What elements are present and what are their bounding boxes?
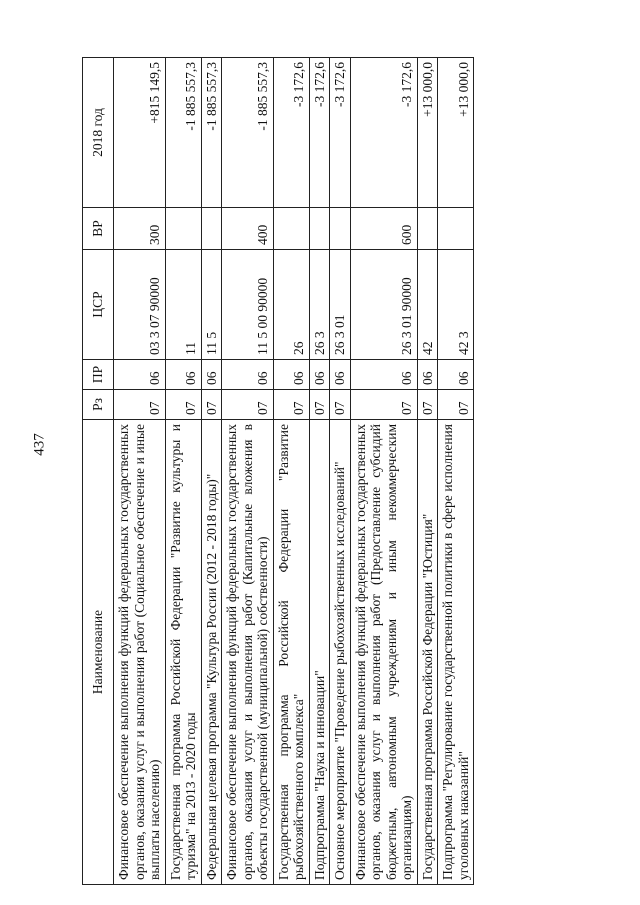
cell-value: -3 172,6 bbox=[309, 58, 330, 208]
cell-name: Федеральная целевая программа "Культура России (2012 - 2018 годы)" bbox=[201, 420, 222, 885]
cell-csr: 03 3 07 90000 bbox=[114, 250, 166, 360]
cell-value: +13 000,0 bbox=[417, 58, 438, 208]
cell-pr: 06 bbox=[201, 360, 222, 390]
cell-pr: 06 bbox=[330, 360, 351, 390]
table-row bbox=[417, 58, 438, 885]
cell-name: Государственная программа Российской Федерации "Развитие культуры и туризма" на 2013 - 2020 годы bbox=[165, 420, 201, 885]
cell-name: Финансовое обеспечение выполнения функций федеральных государственных органов, оказания услуг и выполнения работ (Социальное обеспечение и иные выплаты населению) bbox=[114, 420, 166, 885]
page-number: 437 bbox=[31, 433, 48, 456]
cell-name: Подпрограмма "Наука и инновации" bbox=[309, 420, 330, 885]
cell-value: -1 885 557,3 bbox=[222, 58, 274, 208]
cell-vr bbox=[438, 208, 474, 250]
cell-vr: 400 bbox=[222, 208, 274, 250]
cell-vr bbox=[330, 208, 351, 250]
cell-rz: 07 bbox=[309, 390, 330, 420]
cell-vr bbox=[201, 208, 222, 250]
cell-csr: 26 3 bbox=[309, 250, 330, 360]
header-csr: ЦСР bbox=[83, 250, 114, 360]
cell-rz: 07 bbox=[417, 390, 438, 420]
cell-vr bbox=[165, 208, 201, 250]
cell-value: -1 885 557,3 bbox=[165, 58, 201, 208]
header-year: 2018 год bbox=[83, 58, 114, 208]
budget-table bbox=[82, 57, 474, 885]
cell-value: -3 172,6 bbox=[330, 58, 351, 208]
cell-pr: 06 bbox=[309, 360, 330, 390]
cell-rz: 07 bbox=[114, 390, 166, 420]
cell-csr: 42 3 bbox=[438, 250, 474, 360]
budget-table-sheet bbox=[82, 58, 595, 885]
cell-value: -3 172,6 bbox=[350, 58, 417, 208]
cell-name: Государственная программа Российской Федерации "Развитие рыбохозяйственного комплекса" bbox=[273, 420, 309, 885]
cell-name: Государственная программа Российской Федерации "Юстиция" bbox=[417, 420, 438, 885]
cell-pr: 06 bbox=[417, 360, 438, 390]
cell-pr: 06 bbox=[350, 360, 417, 390]
cell-rz: 07 bbox=[273, 390, 309, 420]
cell-rz: 07 bbox=[350, 390, 417, 420]
cell-vr: 600 bbox=[350, 208, 417, 250]
cell-name: Финансовое обеспечение выполнения функций федеральных государственных органов, оказания услуг и выполнения работ (Предоставление субсидий бюджетным, автономным учреждениям и иным некоммерческим организациям) bbox=[350, 420, 417, 885]
cell-vr: 300 bbox=[114, 208, 166, 250]
cell-value: +13 000,0 bbox=[438, 58, 474, 208]
cell-csr: 11 5 bbox=[201, 250, 222, 360]
table-header-row bbox=[83, 58, 114, 885]
rotated-table-container bbox=[82, 58, 595, 885]
cell-csr: 42 bbox=[417, 250, 438, 360]
header-rz: Рз bbox=[83, 390, 114, 420]
cell-value: -3 172,6 bbox=[273, 58, 309, 208]
cell-pr: 06 bbox=[438, 360, 474, 390]
header-pr: ПР bbox=[83, 360, 114, 390]
cell-rz: 07 bbox=[438, 390, 474, 420]
cell-pr: 06 bbox=[114, 360, 166, 390]
cell-vr bbox=[417, 208, 438, 250]
table-row bbox=[201, 58, 222, 885]
cell-pr: 06 bbox=[273, 360, 309, 390]
header-vr: ВР bbox=[83, 208, 114, 250]
cell-vr bbox=[309, 208, 330, 250]
cell-csr: 26 bbox=[273, 250, 309, 360]
cell-vr bbox=[273, 208, 309, 250]
table-row bbox=[222, 58, 274, 885]
cell-rz: 07 bbox=[222, 390, 274, 420]
cell-name: Подпрограмма "Регулирование государственной политики в сфере исполнения уголовных наказаний" bbox=[438, 420, 474, 885]
cell-csr: 11 bbox=[165, 250, 201, 360]
table-row bbox=[330, 58, 351, 885]
table-row bbox=[114, 58, 166, 885]
header-name: Наименование bbox=[83, 420, 114, 885]
cell-csr: 11 5 00 90000 bbox=[222, 250, 274, 360]
cell-pr: 06 bbox=[165, 360, 201, 390]
cell-csr: 26 3 01 bbox=[330, 250, 351, 360]
cell-value: +815 149,5 bbox=[114, 58, 166, 208]
cell-rz: 07 bbox=[165, 390, 201, 420]
cell-pr: 06 bbox=[222, 360, 274, 390]
cell-name: Основное мероприятие "Проведение рыбохозяйственных исследований" bbox=[330, 420, 351, 885]
cell-value: -1 885 557,3 bbox=[201, 58, 222, 208]
table-row bbox=[438, 58, 474, 885]
table-row bbox=[309, 58, 330, 885]
table-row bbox=[165, 58, 201, 885]
cell-rz: 07 bbox=[330, 390, 351, 420]
table-row bbox=[350, 58, 417, 885]
cell-name: Финансовое обеспечение выполнения функций федеральных государственных органов, оказания услуг и выполнения работ (Капитальные вложения в объекты государственной (муниципальной) собственности) bbox=[222, 420, 274, 885]
cell-csr: 26 3 01 90000 bbox=[350, 250, 417, 360]
table-row bbox=[273, 58, 309, 885]
cell-rz: 07 bbox=[201, 390, 222, 420]
